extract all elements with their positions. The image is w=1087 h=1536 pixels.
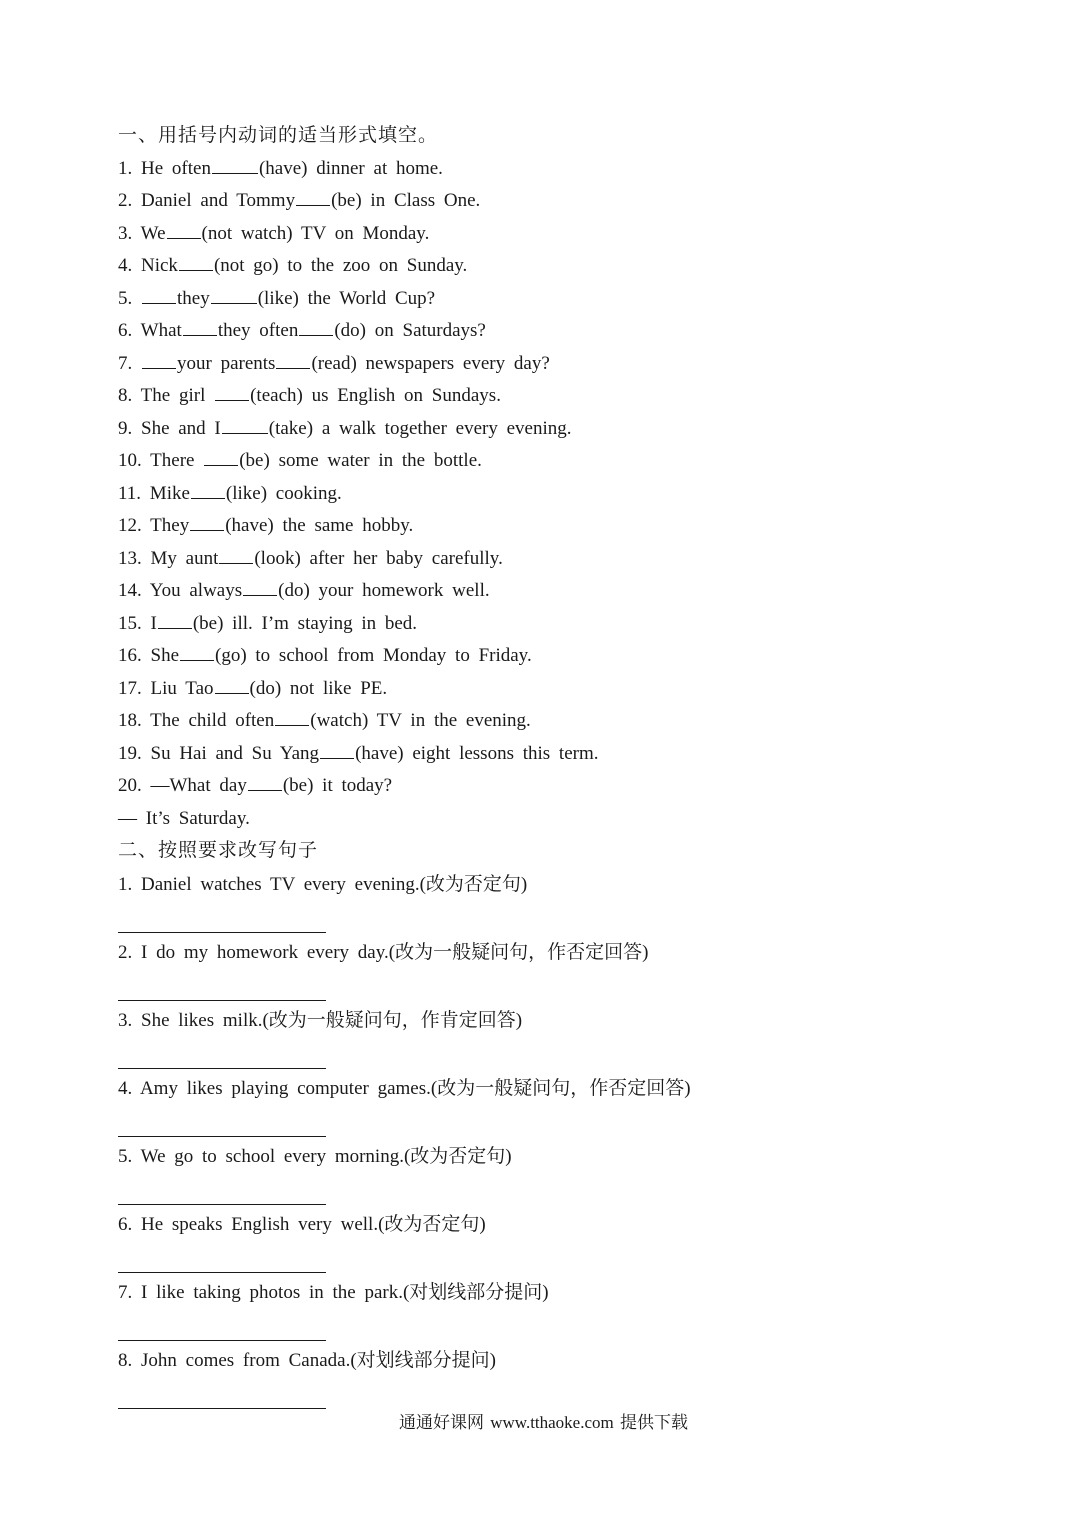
section1-title: 一、用括号内动词的适当形式填空。 bbox=[118, 125, 439, 146]
rewrite-question: 2. I do my homework every day.(改为一般疑问句，作否定回答) bbox=[118, 941, 649, 963]
rewrite-question: 4. Amy likes playing computer games.(改为一般疑问句，作否定回答) bbox=[118, 1077, 691, 1099]
item-text: We bbox=[140, 222, 166, 244]
fill-blank[interactable] bbox=[191, 497, 225, 499]
exercise-item bbox=[118, 705, 1018, 738]
answer-line[interactable] bbox=[118, 1310, 326, 1341]
exercise-item bbox=[118, 185, 1018, 218]
item-text: (have) the same hobby. bbox=[225, 515, 414, 536]
rewrite-question: 8. John comes from Canada.(对划线部分提问) bbox=[118, 1349, 496, 1371]
exercise-item bbox=[118, 218, 1018, 251]
answer-line[interactable] bbox=[118, 1242, 326, 1273]
item-text: (like) the World Cup? bbox=[257, 287, 436, 309]
exercise-item bbox=[118, 770, 1018, 803]
fill-blank[interactable] bbox=[215, 399, 249, 401]
item-text: (not watch) TV on Monday. bbox=[201, 222, 430, 244]
fill-blank[interactable] bbox=[190, 529, 224, 531]
exercise-item bbox=[118, 380, 1018, 413]
exercise-item bbox=[118, 153, 1018, 186]
item-text: My aunt bbox=[150, 547, 219, 569]
item-number: 17. bbox=[118, 677, 142, 699]
item-text: (do) your homework well. bbox=[278, 580, 490, 601]
item-number: 16. bbox=[118, 645, 142, 666]
item-text: (watch) TV in the evening. bbox=[310, 710, 531, 731]
exercise-item bbox=[118, 250, 1018, 283]
item-number: 13. bbox=[118, 547, 142, 569]
exercise-item bbox=[118, 510, 1018, 543]
item-text: I bbox=[150, 612, 157, 634]
worksheet bbox=[118, 120, 1018, 1412]
answer-line[interactable] bbox=[118, 1106, 326, 1137]
item-number: 19. bbox=[118, 742, 142, 764]
fill-blank[interactable] bbox=[222, 432, 268, 434]
item-number: 4. bbox=[118, 255, 133, 276]
fill-blank[interactable] bbox=[219, 562, 253, 564]
item-text: She bbox=[150, 645, 179, 666]
answer-line-text: — It’s Saturday. bbox=[118, 807, 250, 829]
fill-blank[interactable] bbox=[248, 789, 282, 791]
rewrite-question: 7. I like taking photos in the park.(对划线部分提问) bbox=[118, 1281, 549, 1303]
rewrite-question: 6. He speaks English very well.(改为否定句) bbox=[118, 1213, 486, 1235]
item-text: You always bbox=[149, 580, 243, 601]
item-text: They bbox=[150, 515, 190, 536]
fill-blank[interactable] bbox=[215, 692, 249, 694]
answer-line[interactable] bbox=[118, 902, 326, 933]
fill-blank[interactable] bbox=[180, 659, 214, 661]
fill-blank[interactable] bbox=[179, 269, 213, 271]
item-text: Liu Tao bbox=[150, 677, 214, 699]
item-text: (teach) us English on Sundays. bbox=[250, 385, 501, 406]
item-number: 9. bbox=[118, 417, 133, 439]
exercise-item bbox=[118, 640, 1018, 673]
answer-line[interactable] bbox=[118, 1174, 326, 1205]
item-text: (not go) to the zoo on Sunday. bbox=[213, 255, 468, 276]
item-text: She and I bbox=[141, 417, 221, 439]
item-number: 3. bbox=[118, 222, 133, 244]
item-text: (do) on Saturdays? bbox=[334, 320, 486, 341]
rewrite-question: 5. We go to school every morning.(改为否定句) bbox=[118, 1145, 512, 1167]
item-number: 15. bbox=[118, 612, 142, 634]
answer-line[interactable] bbox=[118, 970, 326, 1001]
item-text: (be) some water in the bottle. bbox=[239, 450, 482, 471]
item-text: your parents bbox=[177, 352, 276, 374]
item-number: 6. bbox=[118, 320, 133, 341]
item-text: Daniel and Tommy bbox=[141, 190, 296, 211]
item-text: (take) a walk together every evening. bbox=[268, 417, 572, 439]
item-text: (do) not like PE. bbox=[249, 677, 388, 699]
fill-blank[interactable] bbox=[296, 204, 330, 206]
item-number: 14. bbox=[118, 580, 142, 601]
item-text: —What day bbox=[150, 775, 247, 796]
item-text: (read) newspapers every day? bbox=[311, 352, 550, 374]
item-number: 20. bbox=[118, 775, 142, 796]
item-text: (be) ill. I’m staying in bed. bbox=[192, 612, 418, 634]
item-text: Nick bbox=[141, 255, 178, 276]
item-number: 1. bbox=[118, 157, 133, 179]
fill-blank[interactable] bbox=[158, 627, 192, 629]
item-text: (have) dinner at home. bbox=[258, 157, 443, 179]
fill-blank[interactable] bbox=[299, 334, 333, 336]
exercise-item bbox=[118, 283, 1018, 316]
item-number: 7. bbox=[118, 352, 133, 374]
rewrite-question: 3. She likes milk.(改为一般疑问句，作肯定回答) bbox=[118, 1009, 523, 1031]
fill-blank[interactable] bbox=[212, 172, 258, 174]
item-text: Su Hai and Su Yang bbox=[150, 742, 320, 764]
fill-blank[interactable] bbox=[204, 464, 238, 466]
exercise-item bbox=[118, 348, 1018, 381]
answer-line[interactable] bbox=[118, 1378, 326, 1409]
fill-blank[interactable] bbox=[183, 334, 217, 336]
item-text: (be) it today? bbox=[282, 775, 393, 796]
item-text: The girl bbox=[140, 385, 215, 406]
item-number: 5. bbox=[118, 287, 133, 309]
item-text: He often bbox=[141, 157, 211, 179]
fill-blank[interactable] bbox=[142, 367, 176, 369]
fill-blank[interactable] bbox=[167, 237, 201, 239]
rewrite-question: 1. Daniel watches TV every evening.(改为否定句) bbox=[118, 873, 528, 895]
item-text: There bbox=[150, 450, 204, 471]
item-text: (look) after her baby carefully. bbox=[254, 547, 503, 569]
fill-blank[interactable] bbox=[276, 367, 310, 369]
item-text: they bbox=[177, 287, 210, 309]
exercise-item bbox=[118, 608, 1018, 641]
item-text: (like) cooking. bbox=[225, 482, 342, 504]
exercise-item bbox=[118, 738, 1018, 771]
footer-source: 通通好课网 www.tthaoke.com 提供下载 bbox=[398, 1413, 689, 1432]
item-text: Mike bbox=[149, 482, 190, 504]
section2-title: 二、按照要求改写句子 bbox=[118, 840, 319, 861]
fill-blank[interactable] bbox=[243, 594, 277, 596]
item-text: The child often bbox=[150, 710, 275, 731]
item-number: 2. bbox=[118, 190, 133, 211]
exercise-item bbox=[118, 413, 1018, 446]
fill-blank[interactable] bbox=[275, 724, 309, 726]
fill-blank[interactable] bbox=[211, 302, 257, 304]
item-number: 8. bbox=[118, 385, 133, 406]
item-number: 10. bbox=[118, 450, 142, 471]
item-text: they often bbox=[217, 320, 299, 341]
fill-blank[interactable] bbox=[320, 757, 354, 759]
exercise-item bbox=[118, 315, 1018, 348]
answer-line[interactable] bbox=[118, 1038, 326, 1069]
exercise-item bbox=[118, 673, 1018, 706]
exercise-item bbox=[118, 543, 1018, 576]
item-number: 18. bbox=[118, 710, 142, 731]
item-text: (be) in Class One. bbox=[331, 190, 481, 211]
item-number: 12. bbox=[118, 515, 142, 536]
exercise-item bbox=[118, 575, 1018, 608]
fill-blank[interactable] bbox=[142, 302, 176, 304]
exercise-item bbox=[118, 478, 1018, 511]
item-text: (have) eight lessons this term. bbox=[355, 742, 599, 764]
item-text: What bbox=[140, 320, 182, 341]
item-text: (go) to school from Monday to Friday. bbox=[215, 645, 532, 666]
exercise-item bbox=[118, 445, 1018, 478]
item-number: 11. bbox=[118, 482, 142, 504]
